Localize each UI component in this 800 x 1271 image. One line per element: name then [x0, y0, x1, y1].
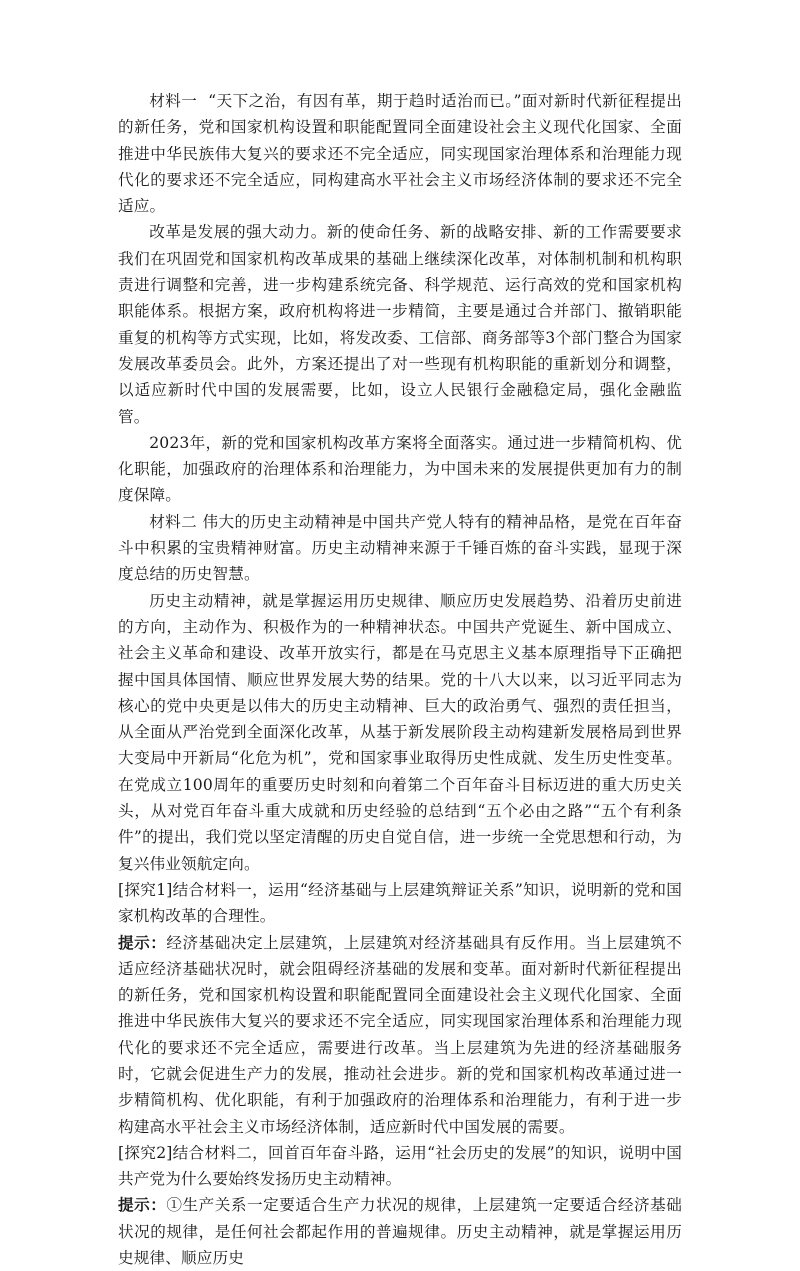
material2-label: 材料二 — [149, 512, 198, 531]
inquiry2-question — [118, 1140, 682, 1193]
inquiry1-hint-label: 提示： — [118, 932, 167, 952]
inquiry2-hint-label: 提示： — [118, 1195, 167, 1215]
inquiry1-tag: [探究1] — [118, 880, 173, 899]
inquiry2-hint — [118, 1192, 682, 1271]
inquiry1-hint-text: 经济基础决定上层建筑，上层建筑对经济基础具有反作用。当上层建筑不适应经济基础状况时，就会阻碍经济基础的发展和变革。面对新时代新征程提出的新任务，党和国家机构设置和职能配置同全面建设社会主义现代化国家、全面推进中华民族伟大复兴的要求还不完全适应，同实现国家治理体系和治理能力现代化的要求还不完全适应，需要进行改革。当上层建筑为先进的经济基础服务时，它就会促进生产力的发展，推动社会进步。新的党和国家机构改革通过进一步精简机构、优化职能，有利于加强政府的治理体系和治理能力，有利于进一步构建高水平社会主义市场经济体制，适应新时代中国发展的需要。 — [118, 933, 682, 1136]
inquiry1-question-text: 结合材料一，运用“经济基础与上层建筑辩证关系”知识，说明新的党和国家机构改革的合理性。 — [118, 880, 682, 926]
material2-paragraph-1 — [118, 509, 682, 588]
material1-paragraph-2: 改革是发展的强大动力。新的使命任务、新的战略安排、新的工作需要要求我们在巩固党和国家机构改革成果的基础上继续深化改革，对体制机制和机构职责进行调整和完善，进一步构建系统完备、科学规范、运行高效的党和国家机构职能体系。根据方案，政府机构将进一步精简，主要是通过合并部门、撤销职能重复的机构等方式实现，比如，将发改委、工信部、商务部等3个部门整合为国家发展改革委员会。此外，方案还提出了对一些现有机构职能的重新划分和调整，以适应新时代中国的发展需要，比如，设立人民银行金融稳定局，强化金融监管。 — [118, 223, 682, 426]
material1-paragraph-3: 2023年，新的党和国家机构改革方案将全面落实。通过进一步精简机构、优化职能，加强政府的治理体系和治理能力，为中国未来的发展提供更加有力的制度保障。 — [118, 433, 682, 505]
inquiry2-hint-text: ①生产关系一定要适合生产力状况的规律，上层建筑一定要适合经济基础状况的规律，是任何社会都起作用的普遍规律。历史主动精神，就是掌握运用历史规律、顺应历史 — [118, 1196, 682, 1268]
material1-paragraph-1 — [118, 88, 682, 219]
material1-label: 材料一 — [149, 92, 198, 110]
material1-text-1: “天下之治，有因有革，期于趋时适治而已。”面对新时代新征程提出的新任务，党和国家机构设置和职能配置同全面建设社会主义现代化国家、全面推进中华民族伟大复兴的要求还不完全适应，同实现国家治理体系和治理能力现代化的要求还不完全适应，同构建高水平社会主义市场经济体制的要求还不完全适应。 — [118, 92, 683, 216]
material2-paragraph-2: 历史主动精神，就是掌握运用历史规律、顺应历史发展趋势、沿着历史前进的方向，主动作为、积极作为的一种精神状态。中国共产党诞生、新中国成立、社会主义革命和建设、改革开放实行，都是在马克思主义基本原理指导下正确把握中国具体国情、顺应世界发展大势的结果。党的十八大以来，以习近平同志为核心的党中央更是以伟大的历史主动精神、巨大的政治勇气、强烈的责任担当，从全面从严治党到全面深化改革，从基于新发展阶段主动构建新发展格局到世界大变局中开新局“化危为机”，党和国家事业取得历史性成就、发生历史性变革。在党成立100周年的重要历史时刻和向着第二个百年奋斗目标迈进的重大历史关头，从对党百年奋斗重大成就和历史经验的总结到“五个必由之路”“五个有利条件”的提出，我们党以坚定清醒的历史自觉自信，进一步统一全党思想和行动，为复兴伟业领航定向。 — [118, 591, 682, 873]
inquiry1-question — [118, 877, 682, 930]
inquiry2-question-text: 结合材料二，回首百年奋斗路，运用“社会历史的发展”的知识，说明中国共产党为什么要始终发扬历史主动精神。 — [118, 1143, 682, 1189]
material2-text-1: 伟大的历史主动精神是中国共产党人特有的精神品格，是党在百年奋斗中积累的宝贵精神财富。历史主动精神来源于千锤百炼的奋斗实践，显现于深度总结的历史智慧。 — [118, 512, 682, 584]
inquiry1-hint — [118, 930, 682, 1140]
inquiry2-tag: [探究2] — [118, 1143, 173, 1162]
